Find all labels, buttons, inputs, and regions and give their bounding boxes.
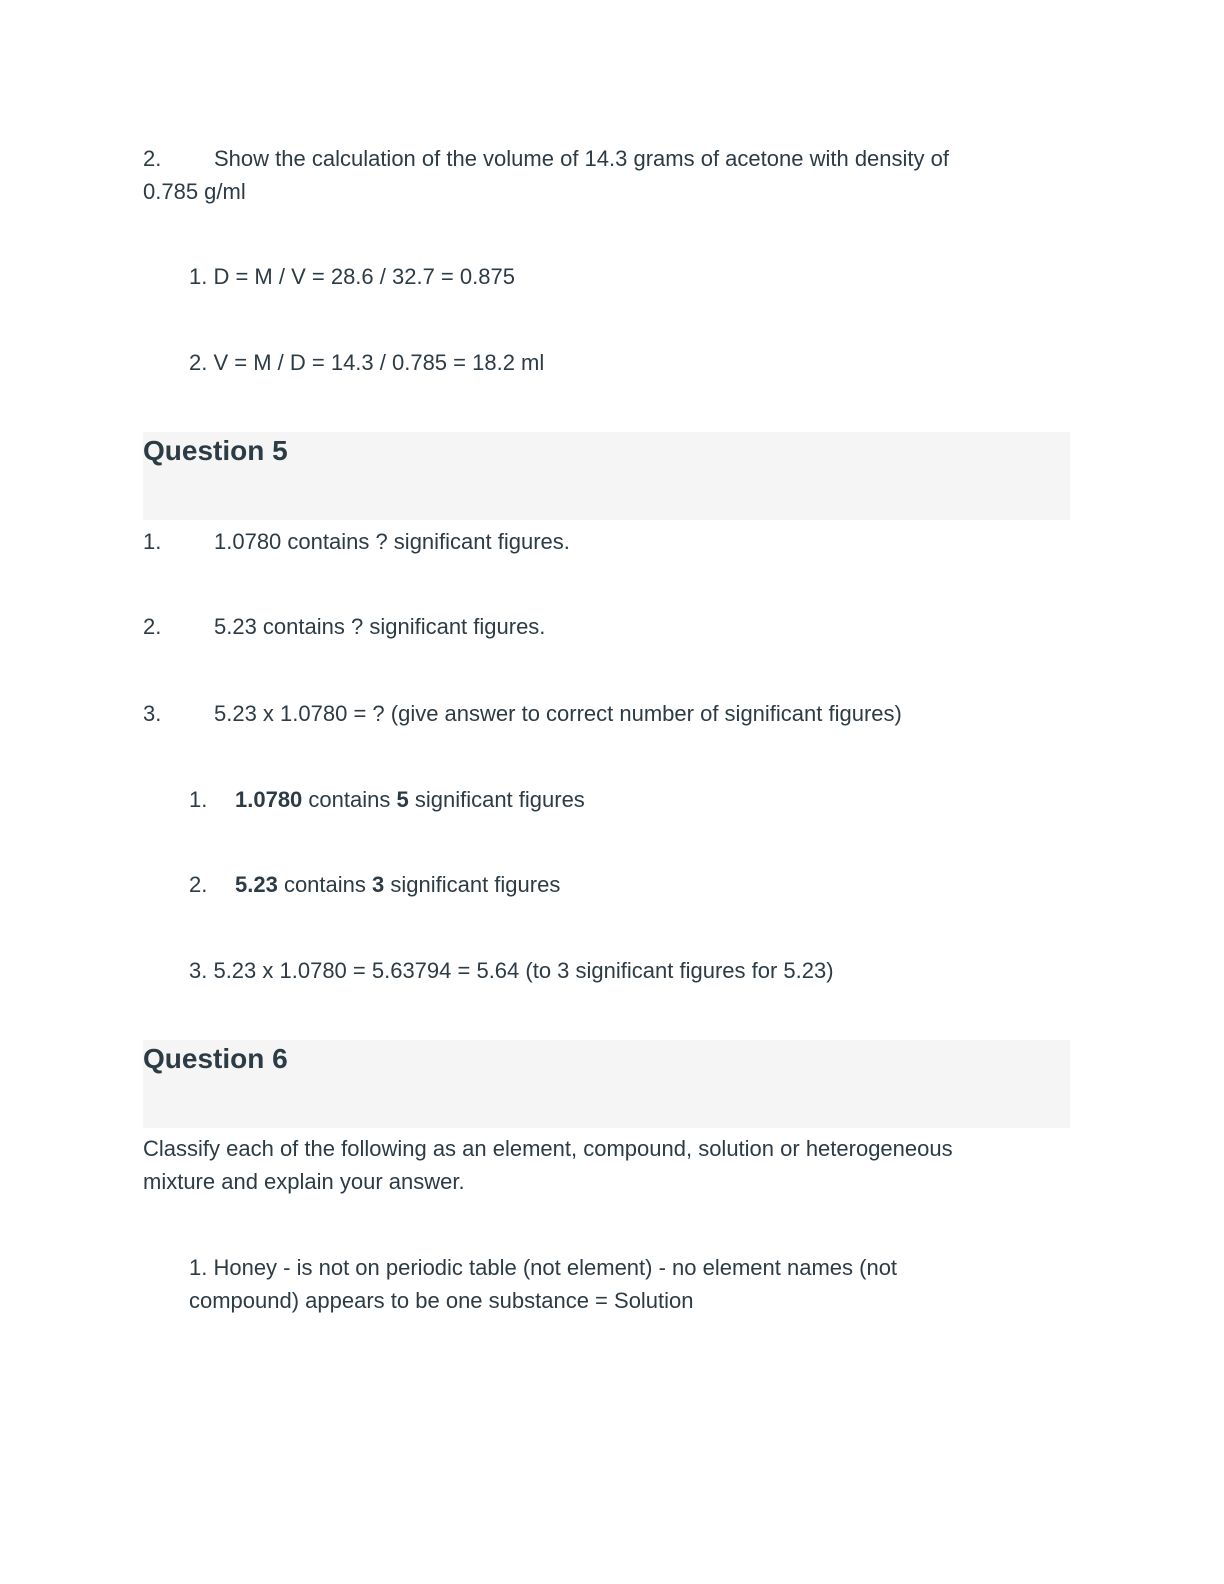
q5-answer-2 bbox=[189, 868, 560, 901]
q4-part2-line1 bbox=[143, 142, 949, 175]
q4-answer-1: 1. D = M / V = 28.6 / 32.7 = 0.875 bbox=[189, 264, 515, 289]
q5-answer-1-mid: contains bbox=[302, 787, 397, 812]
question6-title: Question 6 bbox=[143, 1043, 288, 1074]
q6-answer-line2: compound) appears to be one substance = Solution bbox=[189, 1288, 694, 1313]
question6-banner bbox=[143, 1040, 1070, 1128]
question5-title: Question 5 bbox=[143, 435, 288, 466]
q5-answer-2-value: 5.23 bbox=[235, 872, 278, 897]
q5-answer-2-number: 2. bbox=[189, 872, 208, 897]
q5-item-2-text: 5.23 contains ? significant figures. bbox=[214, 614, 546, 639]
q6-answer-line1: 1. Honey - is not on periodic table (not element) - no element names (not bbox=[189, 1255, 898, 1280]
q4-part2-number: 2. bbox=[143, 146, 162, 171]
q5-item-1 bbox=[143, 525, 570, 558]
q5-item-2 bbox=[143, 610, 545, 643]
q4-part2-text-line1: Show the calculation of the volume of 14.3 grams of acetone with density of bbox=[214, 146, 949, 171]
q5-item-1-number: 1. bbox=[143, 529, 162, 554]
q6-prompt-line2: mixture and explain your answer. bbox=[143, 1169, 465, 1194]
q6-prompt-line1: Classify each of the following as an element, compound, solution or heterogeneous bbox=[143, 1136, 953, 1161]
q5-answer-1-value: 1.0780 bbox=[235, 787, 303, 812]
q4-answer-2: 2. V = M / D = 14.3 / 0.785 = 18.2 ml bbox=[189, 350, 545, 375]
q5-answer-3: 3. 5.23 x 1.0780 = 5.63794 = 5.64 (to 3 significant figures for 5.23) bbox=[189, 958, 834, 983]
q5-answer-1-rest: significant figures bbox=[408, 787, 585, 812]
q5-item-2-number: 2. bbox=[143, 614, 162, 639]
q5-item-3 bbox=[143, 697, 902, 730]
q5-answer-2-mid: contains bbox=[277, 872, 372, 897]
q5-item-1-text: 1.0780 contains ? significant figures. bbox=[214, 529, 570, 554]
q5-item-3-number: 3. bbox=[143, 701, 162, 726]
question5-banner bbox=[143, 432, 1070, 520]
q5-answer-1-number: 1. bbox=[189, 787, 208, 812]
q5-item-3-text: 5.23 x 1.0780 = ? (give answer to correct number of significant figures) bbox=[214, 701, 902, 726]
q5-answer-1-count: 5 bbox=[396, 787, 409, 812]
q4-part2-text-line2: 0.785 g/ml bbox=[143, 179, 246, 204]
q5-answer-2-count: 3 bbox=[372, 872, 385, 897]
q5-answer-2-rest: significant figures bbox=[384, 872, 561, 897]
q5-answer-1 bbox=[189, 783, 585, 816]
